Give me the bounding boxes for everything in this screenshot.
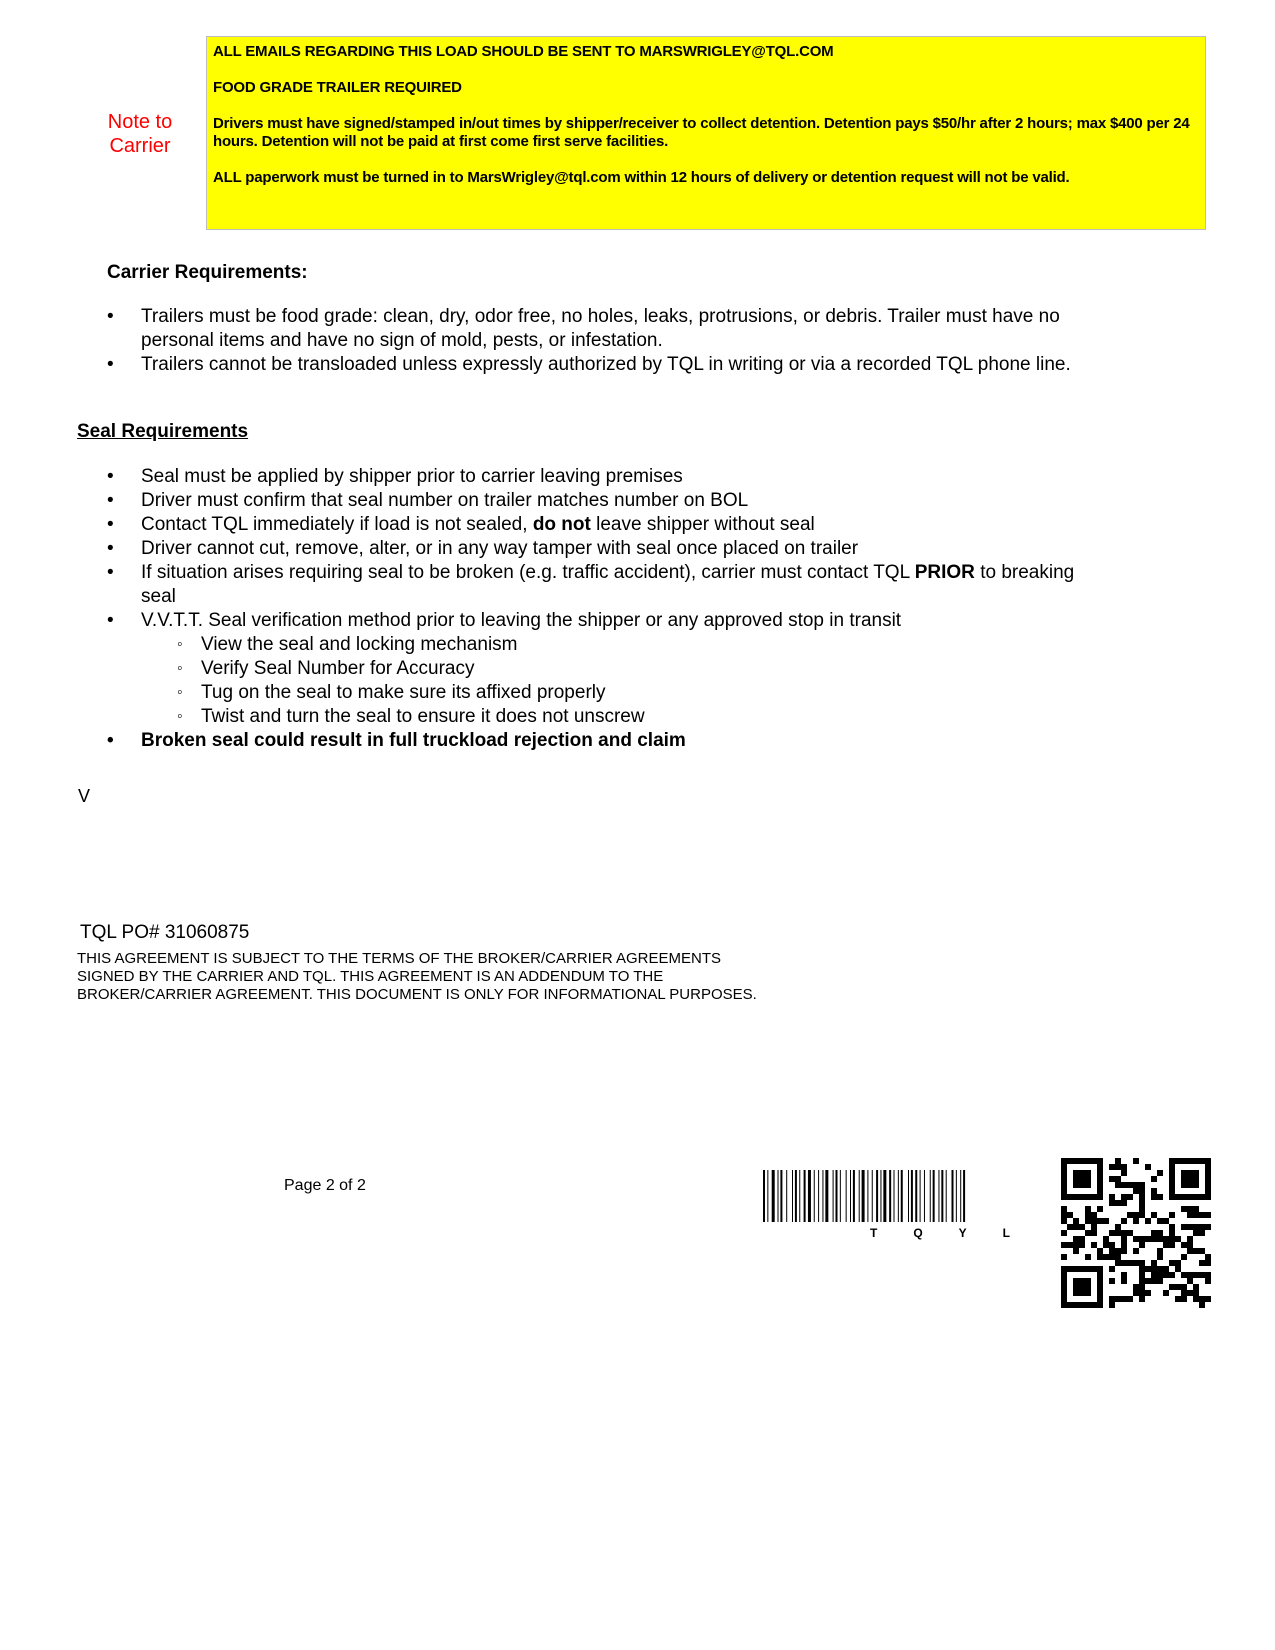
sub-list-item: ◦ Tug on the seal to make sure its affixed properly <box>177 681 1087 705</box>
note-line-email: ALL EMAILS REGARDING THIS LOAD SHOULD BE SENT TO MARSWRIGLEY@TQL.COM <box>213 43 834 60</box>
text-segment: If situation arises requiring seal to be broken (e.g. traffic accident), carrier must contact TQL <box>141 562 915 583</box>
text-segment: V.V.T.T. Seal verification method prior to leaving the shipper or any approved stop in transit <box>141 610 902 631</box>
list-item <box>107 561 1087 609</box>
carrier-requirements-title: Carrier Requirements: <box>107 262 308 283</box>
note-to-carrier-label: Note to Carrier <box>107 111 173 157</box>
list-item <box>107 513 1087 537</box>
list-item <box>107 609 1087 729</box>
barcode <box>763 1170 1043 1222</box>
note-line-paperwork: ALL paperwork must be turned in to MarsWrigley@tql.com within 12 hours of delivery or detention request will not be valid. <box>213 169 1070 186</box>
emphasis-text: do not <box>532 514 591 535</box>
qr-code <box>1061 1158 1211 1308</box>
stray-text: V <box>78 786 91 806</box>
vvtt-sub-list <box>141 633 1087 729</box>
seal-requirements-title: Seal Requirements <box>77 421 249 442</box>
carrier-requirements-list <box>107 305 1087 377</box>
emphasis-text: PRIOR <box>914 562 975 583</box>
sub-list-item: ◦ Twist and turn the seal to ensure it does not unscrew <box>177 705 1087 729</box>
page-number: Page 2 of 2 <box>284 1177 366 1194</box>
note-line-food-grade: FOOD GRADE TRAILER REQUIRED <box>213 79 462 96</box>
sub-list-item: ◦ View the seal and locking mechanism <box>177 633 1087 657</box>
agreement-disclaimer: THIS AGREEMENT IS SUBJECT TO THE TERMS OF THE BROKER/CARRIER AGREEMENTS SIGNED BY THE CARRIER AND TQL. THIS AGREEMENT IS AN ADDENDUM TO THE BROKER/CARRIER AGREEMENT. THIS DOCUMENT IS ONLY FOR INFORMATIONAL PURPOSES. <box>77 950 757 1003</box>
list-item: • Trailers cannot be transloaded unless expressly authorized by TQL in writing or via a recorded TQL phone line. <box>107 353 1087 377</box>
barcode-char: Q <box>913 1226 923 1240</box>
barcode-caption <box>870 1226 1010 1240</box>
list-item: • Seal must be applied by shipper prior to carrier leaving premises <box>107 465 1087 489</box>
note-line-detention: Drivers must have signed/stamped in/out times by shipper/receiver to collect detention. Detention pays $50/hr after 2 hours; max $400 per 24 hours. Detention will not be paid at first come first serve facilities. <box>213 115 1190 150</box>
text-segment: leave shipper without seal <box>590 514 815 535</box>
barcode-char: L <box>1002 1226 1010 1240</box>
seal-requirements-list <box>107 465 1087 753</box>
text-segment: Contact TQL immediately if load is not sealed, <box>141 514 533 535</box>
text-segment: to breaking seal <box>141 562 1075 607</box>
barcode-char: Y <box>958 1226 967 1240</box>
po-number: TQL PO# 31060875 <box>80 922 250 943</box>
carrier-note-box <box>206 36 1206 230</box>
barcode-char: T <box>870 1226 878 1240</box>
list-item: • Driver cannot cut, remove, alter, or in any way tamper with seal once placed on trailer <box>107 537 1087 561</box>
list-item: • Broken seal could result in full truckload rejection and claim <box>107 729 1087 753</box>
list-item: • Driver must confirm that seal number on trailer matches number on BOL <box>107 489 1087 513</box>
sub-list-item: ◦ Verify Seal Number for Accuracy <box>177 657 1087 681</box>
list-item: • Trailers must be food grade: clean, dry, odor free, no holes, leaks, protrusions, or debris. Trailer must have no personal items and have no sign of mold, pests, or infestation. <box>107 305 1087 353</box>
